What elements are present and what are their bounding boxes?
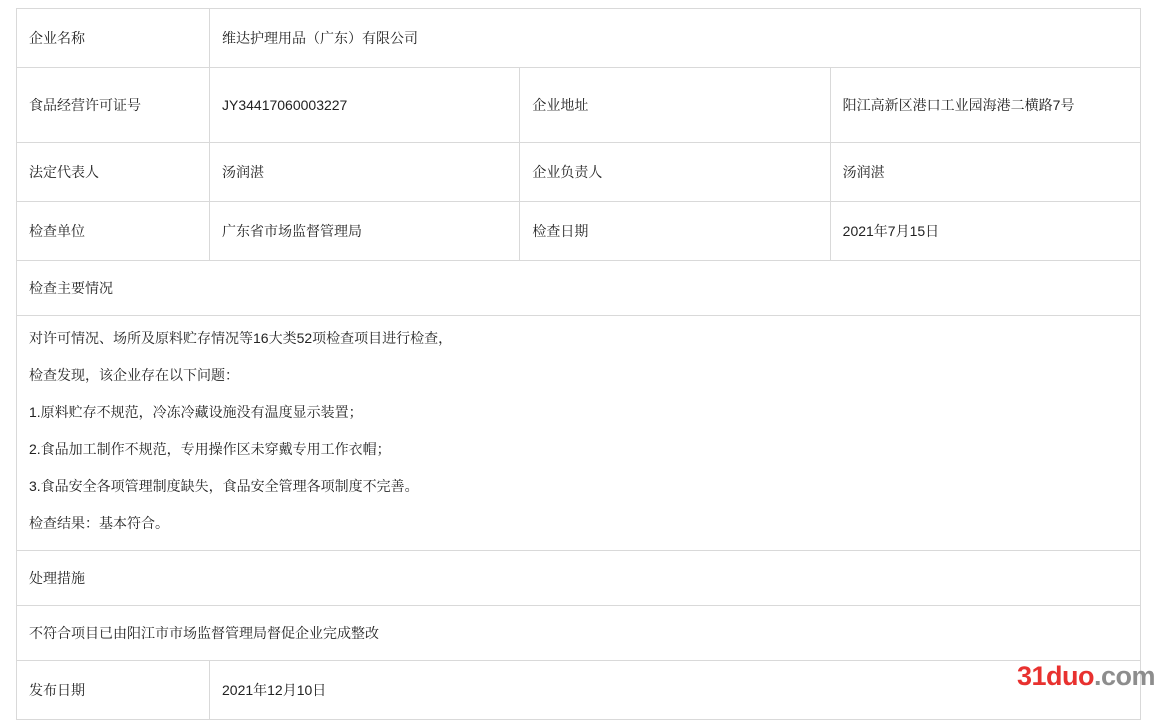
- value-inspection-unit: 广东省市场监督管理局: [210, 202, 520, 261]
- label-publish-date: 发布日期: [17, 661, 210, 720]
- label-company-principal: 企业负责人: [520, 143, 830, 202]
- table-row-company-name: [17, 9, 1141, 68]
- inspection-details: [17, 316, 1141, 551]
- inspection-table: [16, 8, 1141, 720]
- label-company-name: 企业名称: [17, 9, 210, 68]
- watermark-domain: .com: [1093, 661, 1155, 691]
- inspection-paragraph: 3.食品安全各项管理制度缺失，食品安全管理各项制度不完善。: [29, 478, 419, 494]
- measures-text: 不符合项目已由阳江市市场监督管理局督促企业完成整改: [17, 606, 1141, 661]
- table-row-inspection-details: [17, 316, 1141, 551]
- value-publish-date: 2021年12月10日: [210, 661, 1141, 720]
- label-legal-representative: 法定代表人: [17, 143, 210, 202]
- value-legal-representative: 汤润湛: [210, 143, 520, 202]
- label-company-address: 企业地址: [520, 68, 830, 143]
- inspection-paragraph: 检查结果：基本符合。: [29, 515, 169, 531]
- value-company-address: 阳江高新区港口工业园海港二横路7号: [830, 68, 1140, 143]
- table-row-measures-section-title: [17, 551, 1141, 606]
- value-inspection-date: 2021年7月15日: [830, 202, 1140, 261]
- label-inspection-date: 检查日期: [520, 202, 830, 261]
- inspection-section-title: 检查主要情况: [17, 261, 1141, 316]
- inspection-paragraph: 1.原料贮存不规范，冷冻冷藏设施没有温度显示装置；: [29, 404, 363, 420]
- table-row-inspection-unit-date: [17, 202, 1141, 261]
- inspection-paragraph: 检查发现，该企业存在以下问题：: [29, 367, 239, 383]
- inspection-paragraph: 对许可情况、场所及原料贮存情况等16大类52项检查项目进行检查，: [29, 330, 453, 346]
- table-row-inspection-section-title: [17, 261, 1141, 316]
- label-license-number: 食品经营许可证号: [17, 68, 210, 143]
- inspection-record-sheet: [16, 8, 1141, 720]
- table-row-license-address: [17, 68, 1141, 143]
- measures-section-title: 处理措施: [17, 551, 1141, 606]
- table-row-publish-date: [17, 661, 1141, 720]
- value-license-number: JY34417060003227: [210, 68, 520, 143]
- value-company-principal: 汤润湛: [830, 143, 1140, 202]
- label-inspection-unit: 检查单位: [17, 202, 210, 261]
- inspection-paragraph: 2.食品加工制作不规范，专用操作区未穿戴专用工作衣帽；: [29, 441, 391, 457]
- value-company-name: 维达护理用品（广东）有限公司: [210, 9, 1141, 68]
- watermark-brand: 31duo: [1016, 661, 1094, 691]
- table-row-measures-text: [17, 606, 1141, 661]
- table-row-representatives: [17, 143, 1141, 202]
- site-watermark: [1017, 661, 1155, 692]
